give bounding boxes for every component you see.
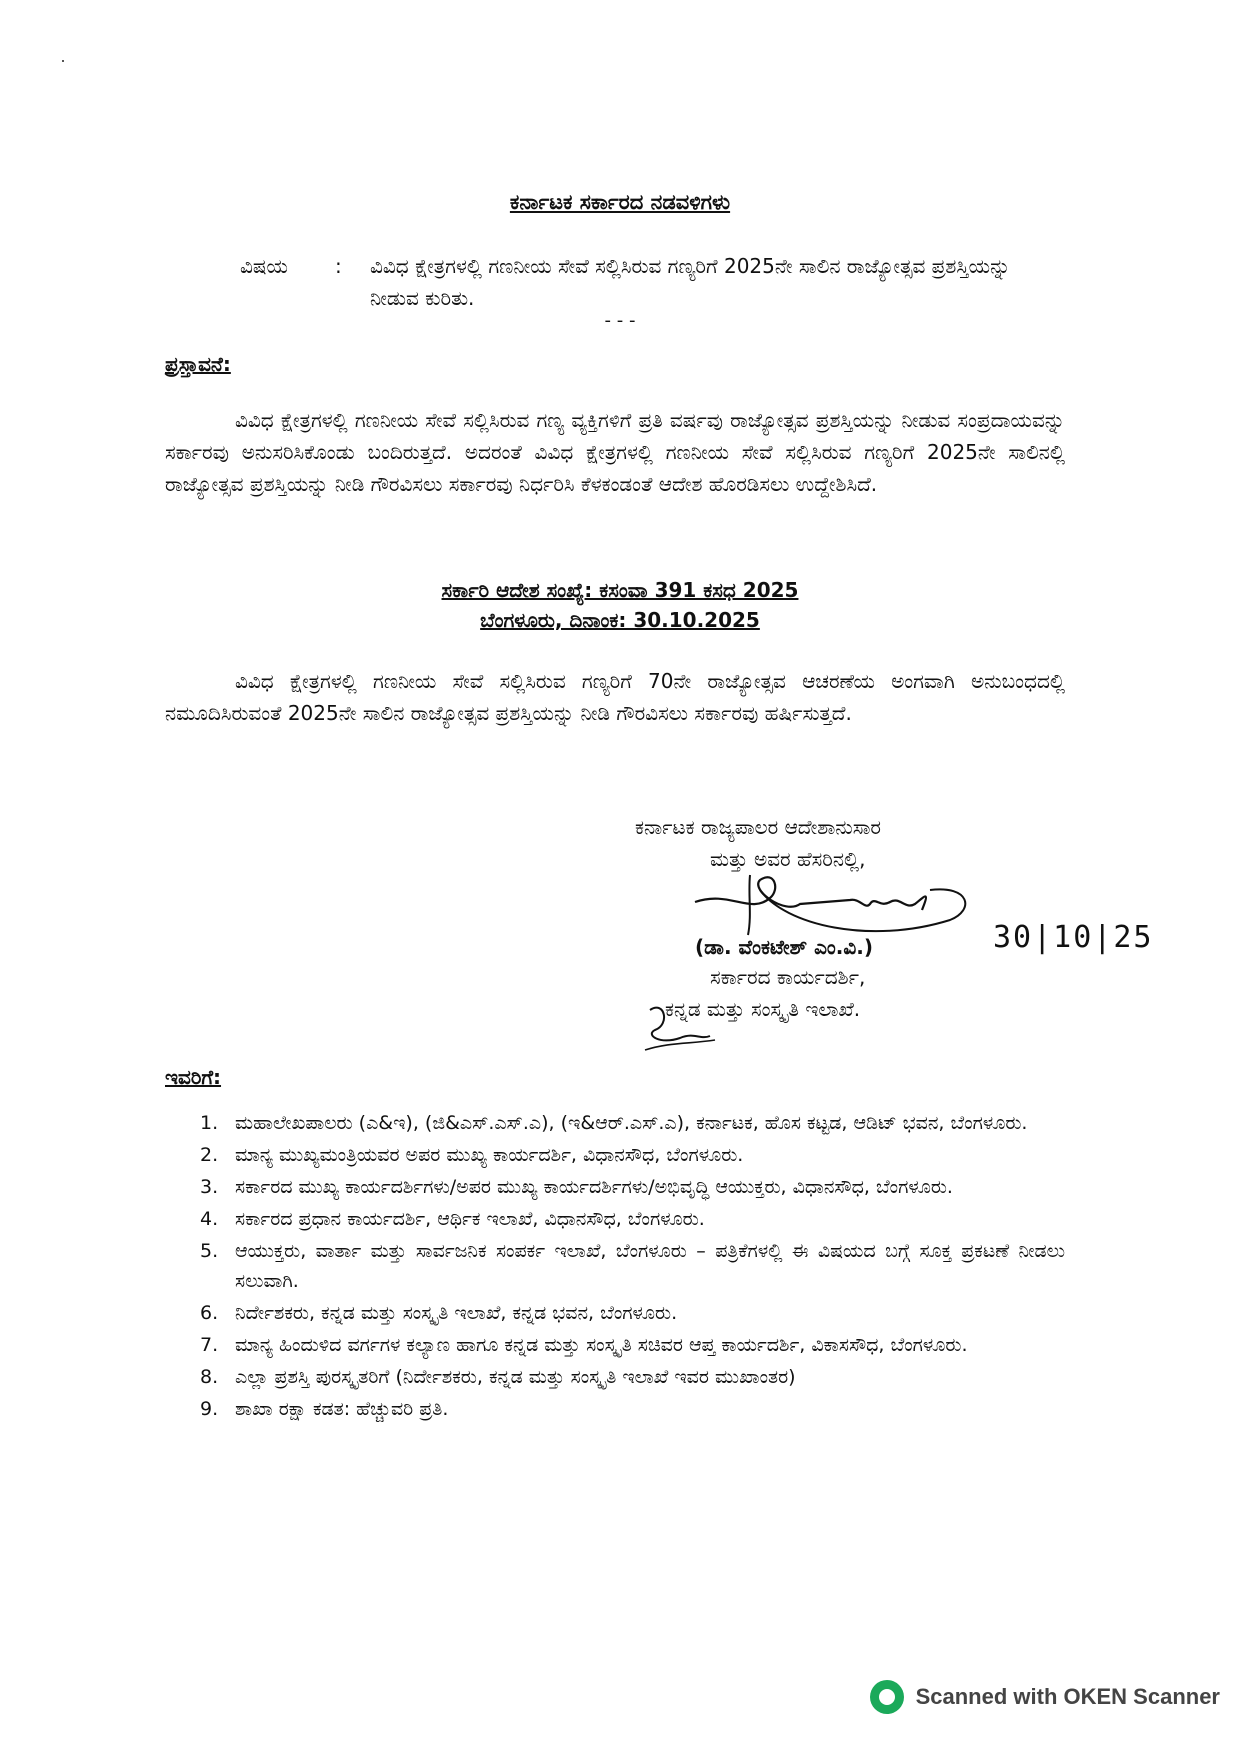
- list-item-number: 1.: [200, 1112, 219, 1134]
- list-item-number: 2.: [200, 1144, 219, 1166]
- list-item: [165, 1330, 1065, 1360]
- list-item-number: 9.: [200, 1398, 219, 1420]
- order-place-date-line: ಬೆಂಗಳೂರು, ದಿನಾಂಕ: 30.10.2025: [480, 608, 760, 632]
- list-item: [165, 1172, 1065, 1202]
- signature-authority-line: ಕರ್ನಾಟಕ ರಾಜ್ಯಪಾಲರ ಆದೇಶಾನುಸಾರ: [635, 815, 882, 839]
- order-paragraph: ವಿವಿಧ ಕ್ಷೇತ್ರಗಳಲ್ಲಿ ಗಣನೀಯ ಸೇವೆ ಸಲ್ಲಿಸಿರುವ ಗಣ್ಯರಿಗೆ 70ನೇ ರಾಜ್ಯೋತ್ಸವ ಆಚರಣೆಯ ಅಂಗವಾಗಿ ಅನುಬಂಧದಲ್ಲಿ ನಮೂದಿಸಿರುವಂತೆ 2025ನೇ ಸಾಲಿನ ರಾಜ್ಯೋತ್ಸವ ಪ್ರಶಸ್ತಿಯನ್ನು ನೀಡಿ ಗೌರವಿಸಲು ಸರ್ಕಾರವು ಹರ್ಷಿಸುತ್ತದೆ.: [165, 669, 1065, 725]
- list-item-text: ಮಹಾಲೇಖಪಾಲರು (ಎ&ಇ), (ಜಿ&ಎಸ್.ಎಸ್.ಎ), (ಇ&ಆರ್.ಎಸ್.ಎ), ಕರ್ನಾಟಕ, ಹೊಸ ಕಟ್ಟಡ, ಆಡಿಟ್ ಭವನ, ಬೆಂಗಳೂರು.: [235, 1112, 1028, 1134]
- order-number-line: ಸರ್ಕಾರಿ ಆದೇಶ ಸಂಖ್ಯೆ: ಕಸಂವಾ 391 ಕಸಧ 2025: [441, 578, 799, 602]
- recipients-list: [165, 1108, 1065, 1426]
- list-item-text: ಆಯುಕ್ತರು, ವಾರ್ತಾ ಮತ್ತು ಸಾರ್ವಜನಿಕ ಸಂಪರ್ಕ ಇಲಾಖೆ, ಬೆಂಗಳೂರು – ಪತ್ರಿಕೆಗಳಲ್ಲಿ ಈ ವಿಷಯದ ಬಗ್ಗೆ ಸೂಕ್ತ ಪ್ರಕಟಣೆ ನೀಡಲು ಸಲುವಾಗಿ.: [235, 1240, 1065, 1292]
- signature-name-line: ಮತ್ತು ಅವರ ಹೆಸರಿನಲ್ಲಿ,: [710, 847, 866, 871]
- preamble-heading: ಪ್ರಸ್ತಾವನೆ:: [165, 352, 231, 376]
- list-item: [165, 1362, 1065, 1392]
- list-item-text: ಶಾಖಾ ರಕ್ಷಾ ಕಡತ: ಹೆಚ್ಚುವರಿ ಪ್ರತಿ.: [235, 1398, 449, 1420]
- handwritten-initial: [640, 1000, 720, 1060]
- list-item-number: 8.: [200, 1366, 219, 1388]
- list-item-number: 5.: [200, 1240, 219, 1262]
- list-item-text: ಎಲ್ಲಾ ಪ್ರಶಸ್ತಿ ಪುರಸ್ಕೃತರಿಗೆ (ನಿರ್ದೇಶಕರು, ಕನ್ನಡ ಮತ್ತು ಸಂಸ್ಕೃತಿ ಇಲಾಖೆ ಇವರ ಮುಖಾಂತರ): [235, 1366, 796, 1388]
- list-item: [165, 1140, 1065, 1170]
- list-item-number: 4.: [200, 1208, 219, 1230]
- scanner-watermark-text: Scanned with OKEN Scanner: [915, 1684, 1220, 1709]
- document-title: ಕರ್ನಾಟಕ ಸರ್ಕಾರದ ನಡವಳಿಗಳು: [509, 190, 731, 214]
- list-item-number: 7.: [200, 1334, 219, 1356]
- scanner-watermark: [870, 1680, 1220, 1714]
- list-item: [165, 1236, 1065, 1296]
- list-item: [165, 1204, 1065, 1234]
- list-item-text: ಮಾನ್ಯ ಮುಖ್ಯಮಂತ್ರಿಯವರ ಅಪರ ಮುಖ್ಯ ಕಾರ್ಯದರ್ಶಿ, ವಿಧಾನಸೌಧ, ಬೆಂಗಳೂರು.: [235, 1144, 744, 1166]
- list-item: [165, 1108, 1065, 1138]
- list-item-text: ನಿರ್ದೇಶಕರು, ಕನ್ನಡ ಮತ್ತು ಸಂಸ್ಕೃತಿ ಇಲಾಖೆ, ಕನ್ನಡ ಭವನ, ಬೆಂಗಳೂರು.: [235, 1302, 678, 1324]
- list-item: [165, 1394, 1065, 1424]
- subject-text: ವಿವಿಧ ಕ್ಷೇತ್ರಗಳಲ್ಲಿ ಗಣನೀಯ ಸೇವೆ ಸಲ್ಲಿಸಿರುವ ಗಣ್ಯರಿಗೆ 2025ನೇ ಸಾಲಿನ ರಾಜ್ಯೋತ್ಸವ ಪ್ರಶಸ್ತಿಯನ್ನು ನೀಡುವ ಕುರಿತು.: [370, 254, 1011, 310]
- handwritten-signature: [690, 860, 980, 950]
- handwritten-date: 30|10|25: [993, 920, 1154, 955]
- list-item-text: ಮಾನ್ಯ ಹಿಂದುಳಿದ ವರ್ಗಗಳ ಕಲ್ಯಾಣ ಹಾಗೂ ಕನ್ನಡ ಮತ್ತು ಸಂಸ್ಕೃತಿ ಸಚಿವರ ಆಪ್ತ ಕಾರ್ಯದರ್ಶಿ, ವಿಕಾಸಸೌಧ, ಬೆಂಗಳೂರು.: [235, 1334, 968, 1356]
- list-item-text: ಸರ್ಕಾರದ ಮುಖ್ಯ ಕಾರ್ಯದರ್ಶಿಗಳು/ಅಪರ ಮುಖ್ಯ ಕಾರ್ಯದರ್ಶಿಗಳು/ಅಭಿವೃದ್ಧಿ ಆಯುಕ್ತರು, ವಿಧಾನಸೌಧ, ಬೆಂಗಳೂರು.: [235, 1176, 953, 1198]
- oken-scanner-logo-icon: [870, 1680, 904, 1714]
- signatory-name: (ಡಾ. ವೆಂಕಟೇಶ್ ಎಂ.ವಿ.): [695, 935, 873, 959]
- list-item: [165, 1298, 1065, 1328]
- subject-colon: :: [335, 254, 342, 278]
- signatory-designation: ಸರ್ಕಾರದ ಕಾರ್ಯದರ್ಶಿ,: [710, 965, 866, 989]
- recipients-heading: ಇವರಿಗೆ:: [165, 1065, 222, 1089]
- list-item-text: ಸರ್ಕಾರದ ಪ್ರಧಾನ ಕಾರ್ಯದರ್ಶಿ, ಆರ್ಥಿಕ ಇಲಾಖೆ, ವಿಧಾನಸೌಧ, ಬೆಂಗಳೂರು.: [235, 1208, 705, 1230]
- subject-label: ವಿಷಯ: [240, 254, 288, 278]
- signatory-department: ಕನ್ನಡ ಮತ್ತು ಸಂಸ್ಕೃತಿ ಇಲಾಖೆ.: [665, 997, 861, 1021]
- list-item-number: 3.: [200, 1176, 219, 1198]
- preamble-paragraph: ವಿವಿಧ ಕ್ಷೇತ್ರಗಳಲ್ಲಿ ಗಣನೀಯ ಸೇವೆ ಸಲ್ಲಿಸಿರುವ ಗಣ್ಯ ವ್ಯಕ್ತಿಗಳಿಗೆ ಪ್ರತಿ ವರ್ಷವು ರಾಜ್ಯೋತ್ಸವ ಪ್ರಶಸ್ತಿಯನ್ನು ನೀಡುವ ಸಂಪ್ರದಾಯವನ್ನು ಸರ್ಕಾರವು ಅನುಸರಿಸಿಕೊಂಡು ಬಂದಿರುತ್ತದೆ. ಅದರಂತೆ ವಿವಿಧ ಕ್ಷೇತ್ರಗಳಲ್ಲಿ ಗಣನೀಯ ಸೇವೆ ಸಲ್ಲಿಸಿರುವ ಗಣ್ಯರಿಗೆ 2025ನೇ ಸಾಲಿನಲ್ಲಿ ರಾಜ್ಯೋತ್ಸವ ಪ್ರಶಸ್ತಿಯನ್ನು ನೀಡಿ ಗೌರವಿಸಲು ಸರ್ಕಾರವು ನಿರ್ಧರಿಸಿ ಕೆಳಕಂಡಂತೆ ಆದೇಶ ಹೊರಡಿಸಲು ಉದ್ದೇಶಿಸಿದೆ.: [165, 408, 1065, 496]
- list-item-number: 6.: [200, 1302, 219, 1324]
- separator: - - -: [604, 310, 636, 331]
- scan-speck: [62, 60, 64, 62]
